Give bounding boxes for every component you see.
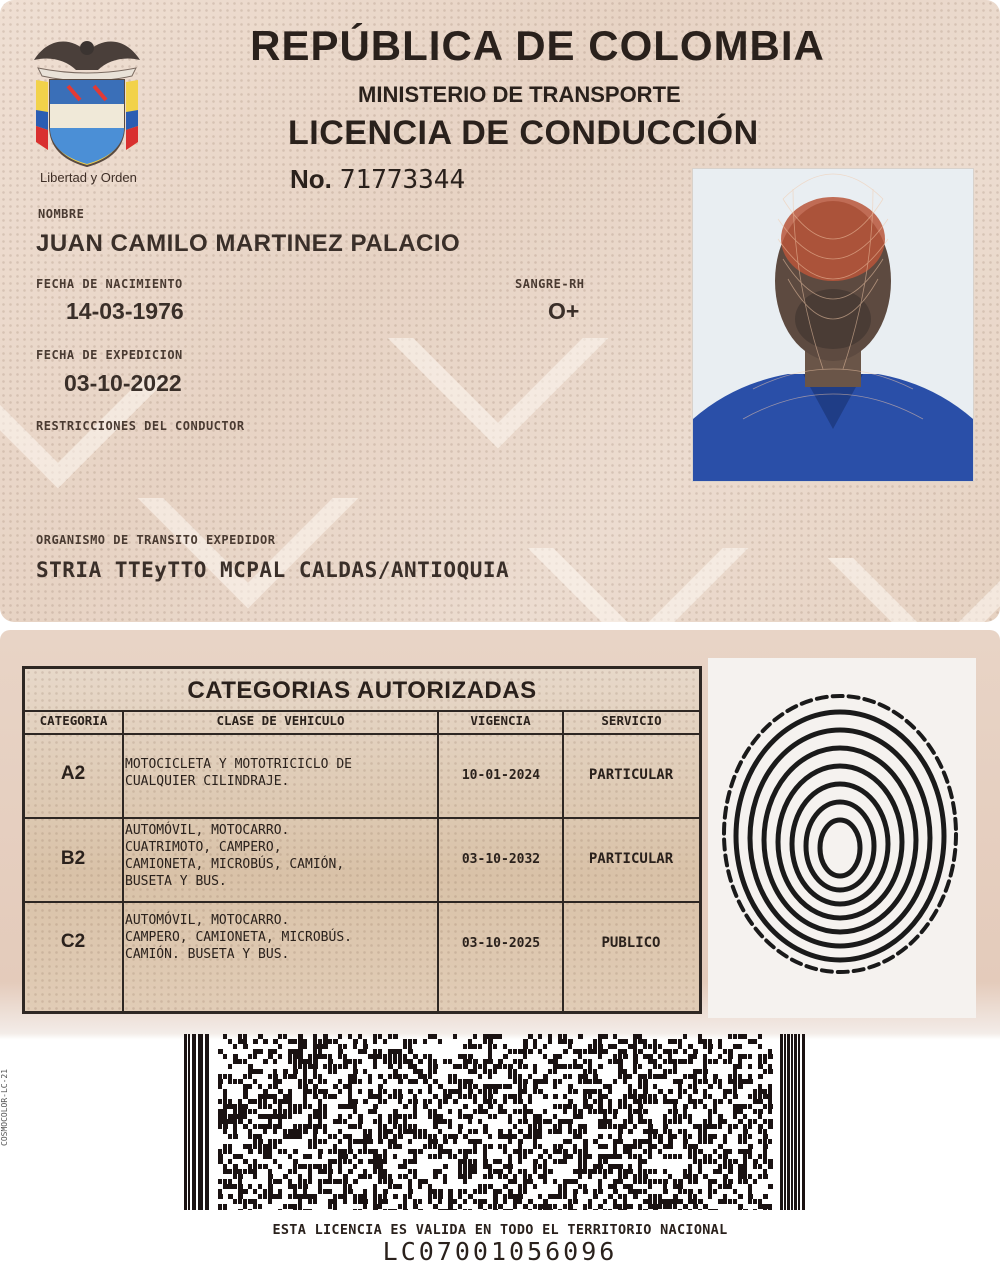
header-categoria: CATEGORIA [39,713,108,728]
licence-number-value: 71773344 [339,165,466,195]
header-vigencia: VIGENCIA [470,713,531,728]
birth-date-label: FECHA DE NACIMIENTO [36,277,183,291]
service-type: PARTICULAR [588,851,674,867]
birth-date: 14-03-1976 [66,298,184,324]
issue-date: 03-10-2022 [64,370,182,396]
categories-title: CATEGORIAS AUTORIZADAS [187,677,537,704]
issue-date-label: FECHA DE EXPEDICION [36,348,183,362]
licence-back [0,630,1000,1270]
printer-code: COSMOCOLOR-LC-21 [0,1068,9,1146]
restrictions-label: RESTRICCIONES DEL CONDUCTOR [36,419,245,433]
background-pattern [388,228,609,449]
vehicle-class-line: CUALQUIER CILINDRAJE. [125,774,290,789]
vehicle-class-line: MOTOCICLETA Y MOTOTRICICLO DE [125,757,352,772]
licence-front [0,0,1000,622]
header-servicio: SERVICIO [601,713,662,728]
table-divider [122,710,124,1011]
motto-text: Libertad y Orden [40,170,137,185]
vehicle-class [125,912,437,963]
header-clase: CLASE DE VEHICULO [216,713,345,728]
photo-portrait [692,168,974,482]
category-code: A2 [60,763,86,784]
validity-date: 03-10-2025 [461,936,541,951]
validity-date: 03-10-2032 [461,852,541,867]
licence-number-prefix: No. [290,164,332,194]
service-type: PARTICULAR [588,767,674,783]
agency-label: ORGANISMO DE TRANSITO EXPEDIDOR [36,533,276,547]
vehicle-class-line: AUTOMÓVIL, MOTOCARRO. [125,823,290,838]
serial-number: LC07001056096 [382,1237,618,1266]
blood-type-label: SANGRE-RH [515,277,585,291]
service-type: PUBLICO [601,935,661,951]
table-divider [25,733,699,735]
name-label: NOMBRE [38,207,85,221]
vehicle-class-line: CAMIONETA, MICROBÚS, CAMIÓN, [125,857,345,872]
vehicle-class [125,822,437,890]
holder-name: JUAN CAMILO MARTINEZ PALACIO [36,230,461,257]
vehicle-class [125,756,437,790]
licence-number [290,164,465,195]
categories-table [22,666,702,1014]
fingerprint-icon [708,658,976,1018]
validity-date: 10-01-2024 [461,768,541,783]
table-divider [25,901,699,903]
document-title: LICENCIA DE CONDUCCIÓN [288,114,759,152]
table-divider [25,817,699,819]
vehicle-class-line: CAMPERO, CAMIONETA, MICROBÚS. [125,930,352,945]
issuing-agency: STRIA TTEyTTO MCPAL CALDAS/ANTIOQUIA [36,558,510,582]
country-title: REPÚBLICA DE COLOMBIA [250,22,825,69]
blood-type: O+ [548,298,580,324]
category-code: C2 [60,931,86,952]
category-code: B2 [60,848,86,869]
vehicle-class-line: CAMIÓN. BUSETA Y BUS. [125,947,290,962]
ministry-title: MINISTERIO DE TRANSPORTE [358,82,681,107]
vehicle-class-line: BUSETA Y BUS. [125,874,227,889]
vehicle-class-line: AUTOMÓVIL, MOTOCARRO. [125,913,290,928]
barcode-icon [184,1034,808,1210]
validity-notice: ESTA LICENCIA ES VALIDA EN TODO EL TERRITORIO NACIONAL [272,1222,728,1238]
vehicle-class-line: CUATRIMOTO, CAMPERO, [125,840,282,855]
